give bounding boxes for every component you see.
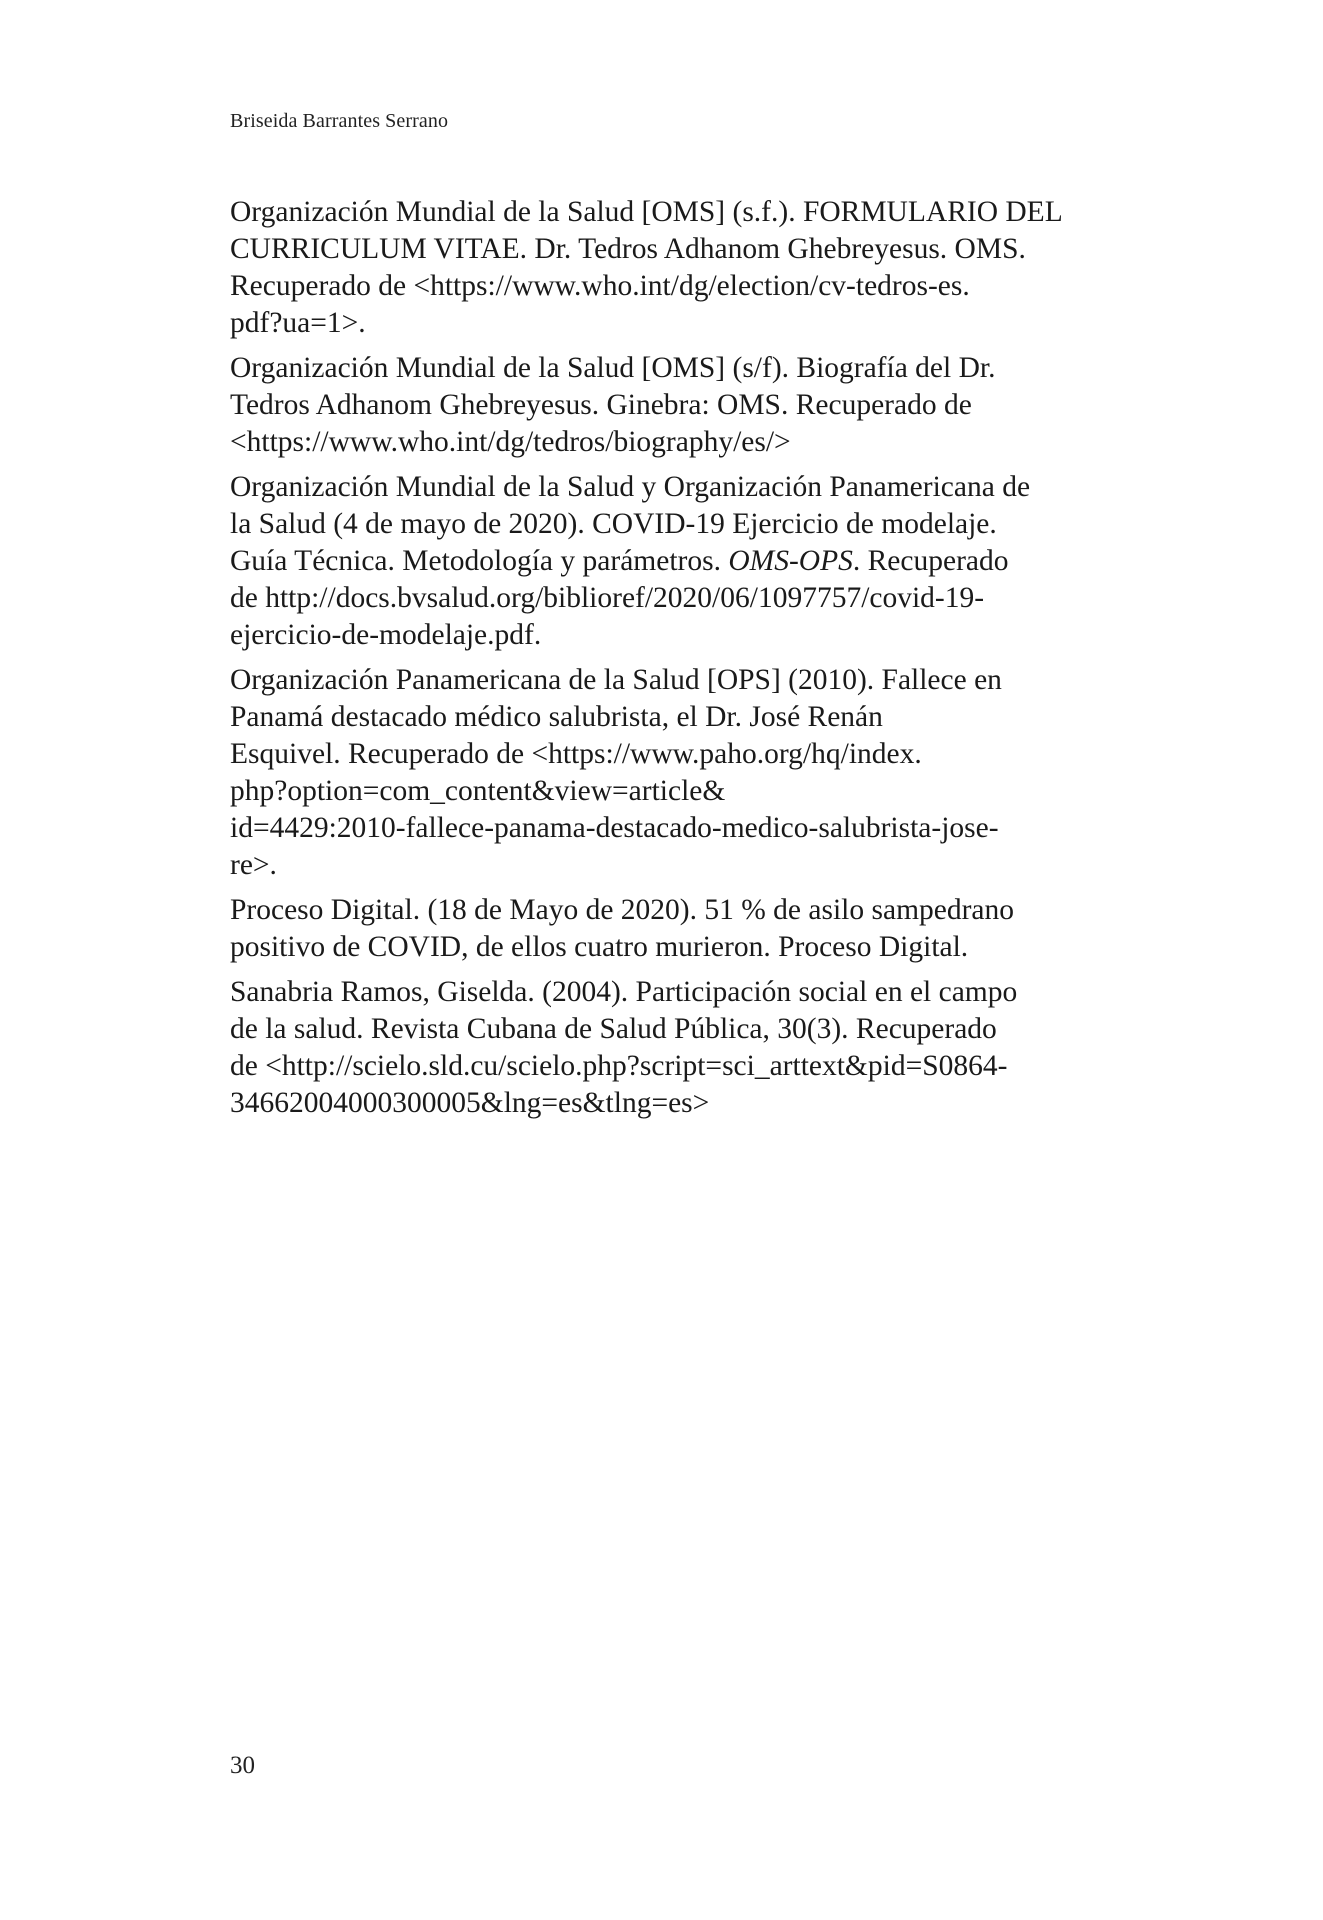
reference-line: Proceso Digital. (18 de Mayo de 2020). 51 % de asilo sampedrano [230,894,1015,926]
reference-line: Tedros Adhanom Ghebreyesus. Ginebra: OMS. Recuperado de [230,389,972,421]
page-number: 30 [230,1752,255,1779]
italic-source-name: OMS-OPS [728,545,853,577]
reference-entry [230,469,1180,654]
reference-entry [230,194,1180,342]
reference-line: Esquivel. Recuperado de <https://www.paho.org/hq/index. [230,738,922,770]
reference-line: Sanabria Ramos, Giselda. (2004). Participación social en el campo [230,976,1018,1008]
reference-line: ejercicio-de-modelaje.pdf. [230,619,542,651]
reference-text: . Recuperado [852,545,1009,577]
reference-list [230,194,1180,1130]
reference-line: Organización Mundial de la Salud y Organización Panamericana de [230,471,1031,503]
reference-entry [230,662,1180,884]
reference-line: CURRICULUM VITAE. Dr. Tedros Adhanom Ghebreyesus. OMS. [230,233,1026,265]
reference-line: Organización Mundial de la Salud [OMS] (s/f). Biografía del Dr. [230,352,996,384]
reference-line: de <http://scielo.sld.cu/scielo.php?script=sci_arttext&pid=S0864- [230,1050,1008,1082]
reference-line: positivo de COVID, de ellos cuatro murieron. Proceso Digital. [230,931,969,963]
reference-entry [230,974,1180,1122]
reference-line: Panamá destacado médico salubrista, el Dr. José Renán [230,701,883,733]
reference-line: Recuperado de <https://www.who.int/dg/election/cv-tedros-es. [230,270,970,302]
reference-line: re>. [230,849,277,881]
reference-line: Organización Mundial de la Salud [OMS] (s.f.). FORMULARIO DEL [230,196,1063,228]
reference-line: de http://docs.bvsalud.org/biblioref/2020/06/1097757/covid-19- [230,582,985,614]
reference-line: 34662004000300005&lng=es&tlng=es> [230,1087,710,1119]
reference-line: php?option=com_content&view=article& [230,775,726,807]
reference-line: de la salud. Revista Cubana de Salud Pública, 30(3). Recuperado [230,1013,997,1045]
reference-entry [230,350,1180,461]
reference-line: id=4429:2010-fallece-panama-destacado-medico-salubrista-jose- [230,812,999,844]
reference-text: Guía Técnica. Metodología y parámetros. [230,545,729,577]
reference-entry [230,892,1180,966]
reference-line: pdf?ua=1>. [230,307,366,339]
reference-line: <https://www.who.int/dg/tedros/biography/es/> [230,426,791,458]
reference-line: Organización Panamericana de la Salud [OPS] (2010). Fallece en [230,664,1002,696]
reference-line: la Salud (4 de mayo de 2020). COVID-19 Ejercicio de modelaje. [230,508,997,540]
running-head-author: Briseida Barrantes Serrano [230,110,449,132]
reference-line-mixed [230,543,1180,580]
